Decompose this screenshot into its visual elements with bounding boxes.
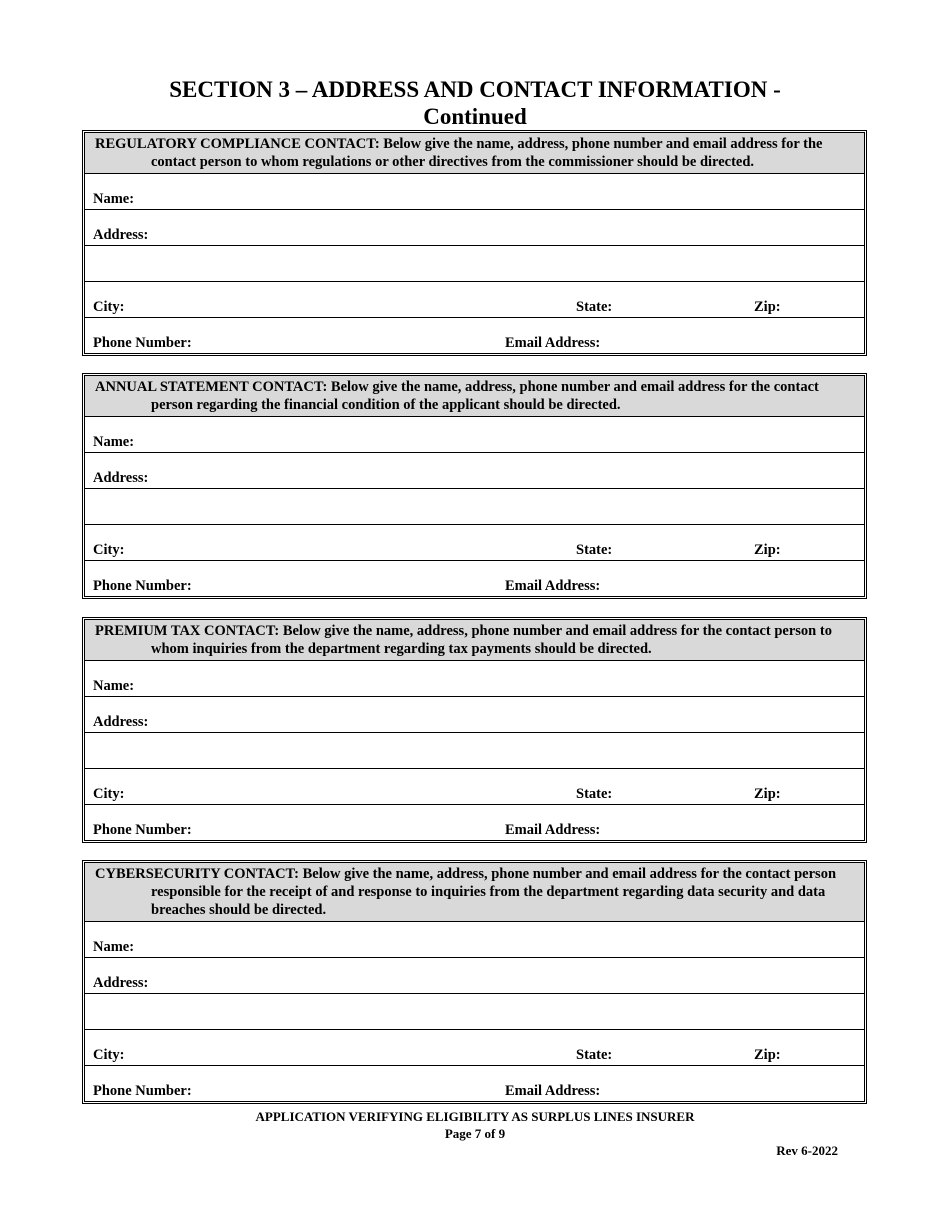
section-header: CYBERSECURITY CONTACT: Below give the name, address, phone number and email address for the contact person responsible for the receipt of and response to inquiries from the department regarding data security and data breaches should be directed. [85, 863, 864, 922]
phone-email-row[interactable] [85, 561, 864, 596]
title-line-2: Continued [423, 104, 527, 129]
page-title [0, 76, 950, 130]
zip-label: Zip: [754, 1047, 781, 1063]
name-label: Name: [93, 191, 135, 207]
phone-label: Phone Number: [93, 335, 192, 351]
phone-email-row[interactable] [85, 1066, 864, 1101]
city-state-zip-row[interactable] [85, 282, 864, 318]
phone-label: Phone Number: [93, 1083, 192, 1099]
email-label: Email Address: [505, 1083, 601, 1099]
title-line-1: SECTION 3 – ADDRESS AND CONTACT INFORMATION - [169, 77, 781, 102]
address-field[interactable] [85, 210, 864, 246]
name-field[interactable] [85, 417, 864, 453]
address-line-2-field[interactable] [85, 994, 864, 1030]
zip-label: Zip: [754, 786, 781, 802]
zip-label: Zip: [754, 299, 781, 315]
address-line-2-field[interactable] [85, 489, 864, 525]
section-header: PREMIUM TAX CONTACT: Below give the name, address, phone number and email address for the contact person to whom inquiries from the department regarding tax payments should be directed. [85, 620, 864, 661]
address-label: Address: [93, 470, 149, 486]
state-label: State: [576, 786, 613, 802]
phone-email-row[interactable] [85, 805, 864, 840]
state-label: State: [576, 299, 613, 315]
footer-form-title: APPLICATION VERIFYING ELIGIBILITY AS SURPLUS LINES INSURER [255, 1109, 695, 1124]
address-field[interactable] [85, 453, 864, 489]
email-label: Email Address: [505, 335, 601, 351]
address-label: Address: [93, 227, 149, 243]
name-field[interactable] [85, 174, 864, 210]
phone-email-row[interactable] [85, 318, 864, 353]
address-line-2-field[interactable] [85, 733, 864, 769]
address-label: Address: [93, 975, 149, 991]
section-header: REGULATORY COMPLIANCE CONTACT: Below give the name, address, phone number and email address for the contact person to whom regulations or other directives from the commissioner should be directed. [85, 133, 864, 174]
city-state-zip-row[interactable] [85, 769, 864, 805]
footer-page-number: Page 7 of 9 [444, 1126, 506, 1141]
city-state-zip-row[interactable] [85, 525, 864, 561]
address-field[interactable] [85, 958, 864, 994]
city-label: City: [93, 542, 125, 558]
address-line-2-field[interactable] [85, 246, 864, 282]
address-label: Address: [93, 714, 149, 730]
city-label: City: [93, 786, 125, 802]
section-header: ANNUAL STATEMENT CONTACT: Below give the name, address, phone number and email address for the contact person regarding the financial condition of the applicant should be directed. [85, 376, 864, 417]
phone-label: Phone Number: [93, 578, 192, 594]
phone-label: Phone Number: [93, 822, 192, 838]
name-label: Name: [93, 434, 135, 450]
email-label: Email Address: [505, 822, 601, 838]
annual-statement-contact-section [82, 373, 867, 599]
city-label: City: [93, 299, 125, 315]
cybersecurity-contact-section [82, 860, 867, 1104]
state-label: State: [576, 1047, 613, 1063]
name-label: Name: [93, 939, 135, 955]
address-field[interactable] [85, 697, 864, 733]
city-label: City: [93, 1047, 125, 1063]
revision-label: Rev 6-2022 [776, 1143, 838, 1158]
name-label: Name: [93, 678, 135, 694]
name-field[interactable] [85, 661, 864, 697]
name-field[interactable] [85, 922, 864, 958]
email-label: Email Address: [505, 578, 601, 594]
city-state-zip-row[interactable] [85, 1030, 864, 1066]
premium-tax-contact-section [82, 617, 867, 843]
zip-label: Zip: [754, 542, 781, 558]
state-label: State: [576, 542, 613, 558]
regulatory-compliance-contact-section [82, 130, 867, 356]
